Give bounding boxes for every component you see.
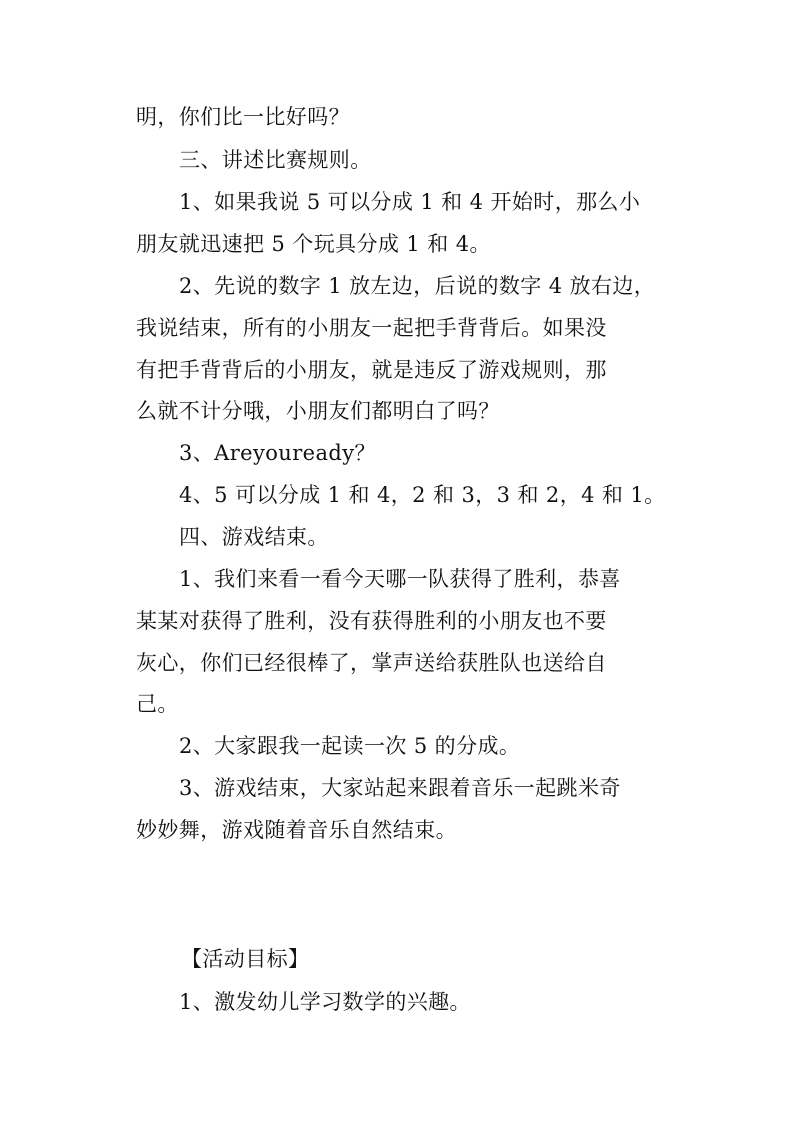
section-heading: 【活动目标】 — [181, 947, 310, 971]
section-heading: 四、游戏结束。 — [179, 525, 329, 549]
text-line: 1、如果我说 5 可以分成 1 和 4 开始时，那么小 — [179, 190, 641, 214]
text-line: 我说结束，所有的小朋友一起把手背背后。如果没 — [136, 316, 607, 340]
text-line: 朋友就迅速把 5 个玩具分成 1 和 4。 — [136, 232, 491, 256]
text-line: 2、大家跟我一起读一次 5 的分成。 — [179, 734, 521, 758]
text-line: 己。 — [136, 692, 179, 716]
text-line: 1、激发幼儿学习数学的兴趣。 — [179, 990, 471, 1014]
text-line: 3、Areyouready？ — [179, 441, 376, 465]
text-line: 1、我们来看一看今天哪一队获得了胜利，恭喜 — [179, 567, 621, 591]
text-line: 2、先说的数字 1 放左边，后说的数字 4 放右边， — [179, 274, 656, 298]
text-line: 3、游戏结束，大家站起来跟着音乐一起跳米奇 — [179, 776, 621, 800]
section-heading: 三、讲述比赛规则。 — [179, 148, 372, 172]
text-line: 明，你们比一比好吗？ — [136, 105, 350, 129]
text-line: 么就不计分哦，小朋友们都明白了吗？ — [136, 399, 500, 423]
text-line: 有把手背背后的小朋友，就是违反了游戏规则，那 — [136, 358, 607, 382]
text-line: 4、5 可以分成 1 和 4，2 和 3，3 和 2，4 和 1。 — [179, 483, 666, 507]
text-line: 某某对获得了胜利，没有获得胜利的小朋友也不要 — [136, 609, 607, 633]
text-line: 妙妙舞，游戏随着音乐自然结束。 — [136, 818, 457, 842]
text-line: 灰心，你们已经很棒了，掌声送给获胜队也送给自 — [136, 651, 607, 675]
